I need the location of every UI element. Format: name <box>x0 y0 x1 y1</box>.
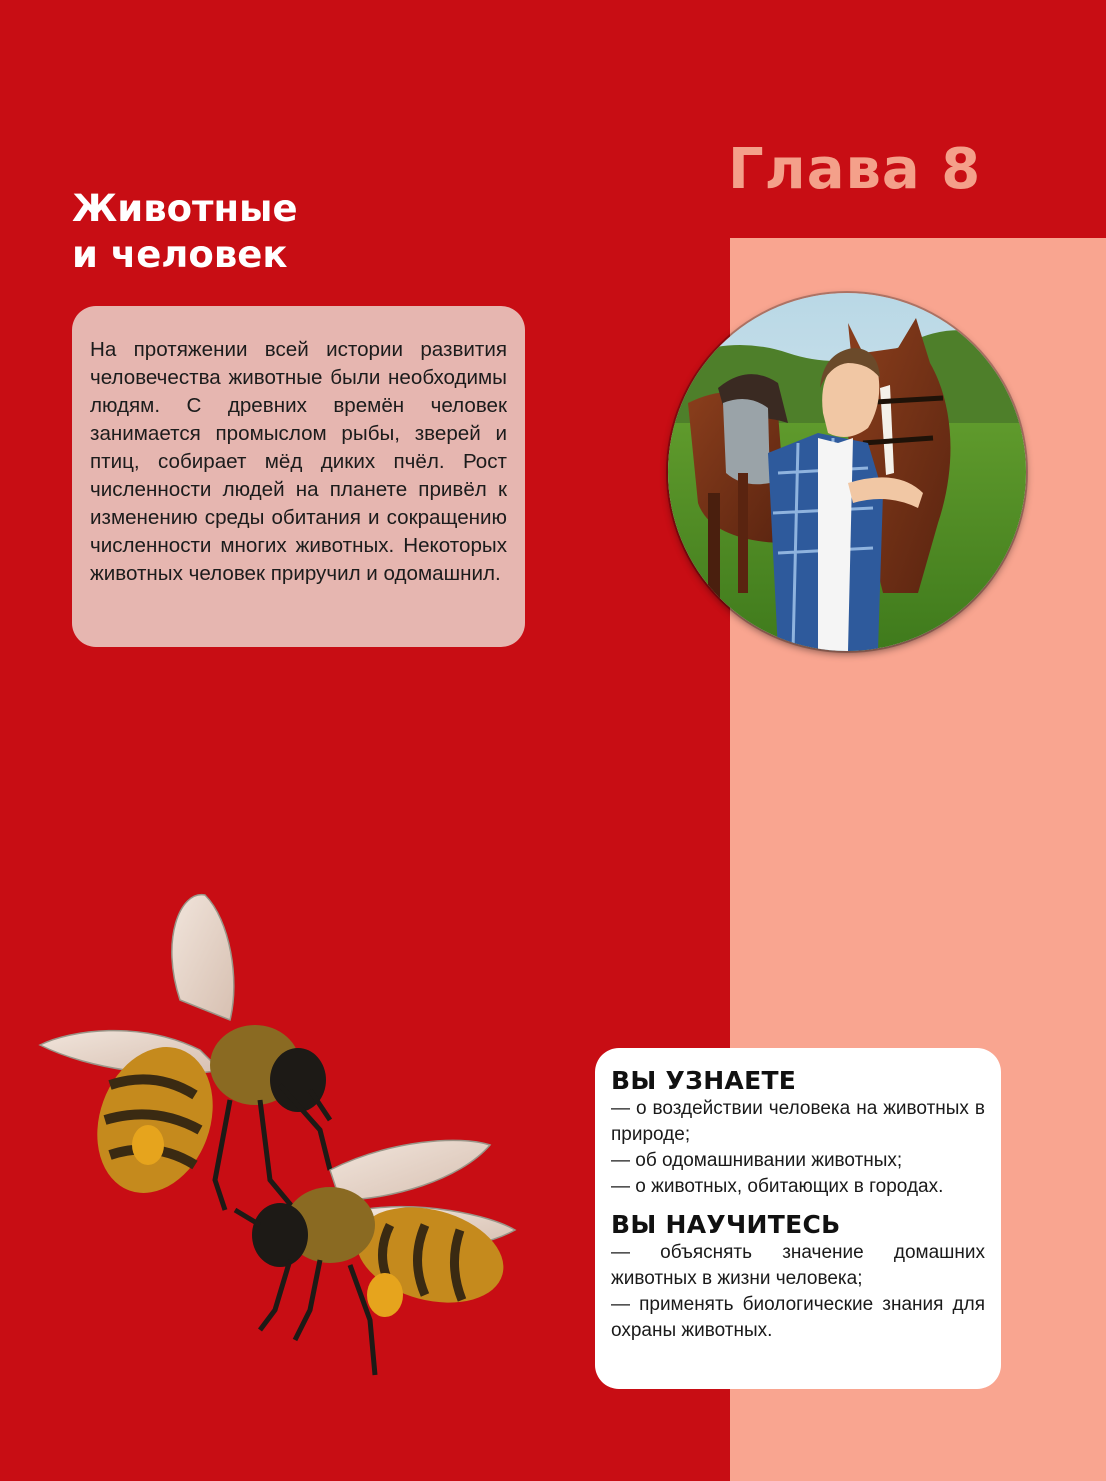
skills-item: — объяснять значение домашних животных в жизни человека; <box>611 1242 985 1289</box>
chapter-title: Глава 8 <box>728 137 982 202</box>
photo-illustration <box>668 293 1026 651</box>
learn-list <box>611 1096 985 1200</box>
learn-heading: ВЫ УЗНАЕТЕ <box>611 1066 797 1095</box>
section-title-line-1: Животные <box>72 187 298 230</box>
intro-text: На протяжении всей истории развития человечества животные были необходимы людям. С древних времён человек занимается промыслом рыбы, зверей и птиц, собирает мёд диких пчёл. Рост численности людей на планете привёл к изменению среды обитания и сокращению численности многих животных. Некоторых животных человек приручил и одомашнил. <box>90 338 507 585</box>
learn-item: — об одомашнивании животных; <box>611 1150 903 1171</box>
boy-with-horse-photo <box>668 293 1026 651</box>
section-title-line-2: и человек <box>72 233 288 276</box>
learn-item: — о воздействии человека на животных в природе; <box>611 1098 985 1145</box>
skills-item: — применять биологические знания для охраны животных. <box>611 1294 985 1341</box>
learning-goals-box <box>595 1048 1001 1389</box>
learn-item: — о животных, обитающих в городах. <box>611 1176 944 1197</box>
bee-upper <box>40 895 330 1210</box>
bee-lower <box>235 1140 515 1375</box>
honey-bees-illustration <box>30 880 550 1400</box>
intro-box <box>72 306 525 647</box>
section-title <box>72 186 492 278</box>
skills-heading: ВЫ НАУЧИТЕСЬ <box>611 1210 841 1239</box>
skills-list <box>611 1240 985 1344</box>
